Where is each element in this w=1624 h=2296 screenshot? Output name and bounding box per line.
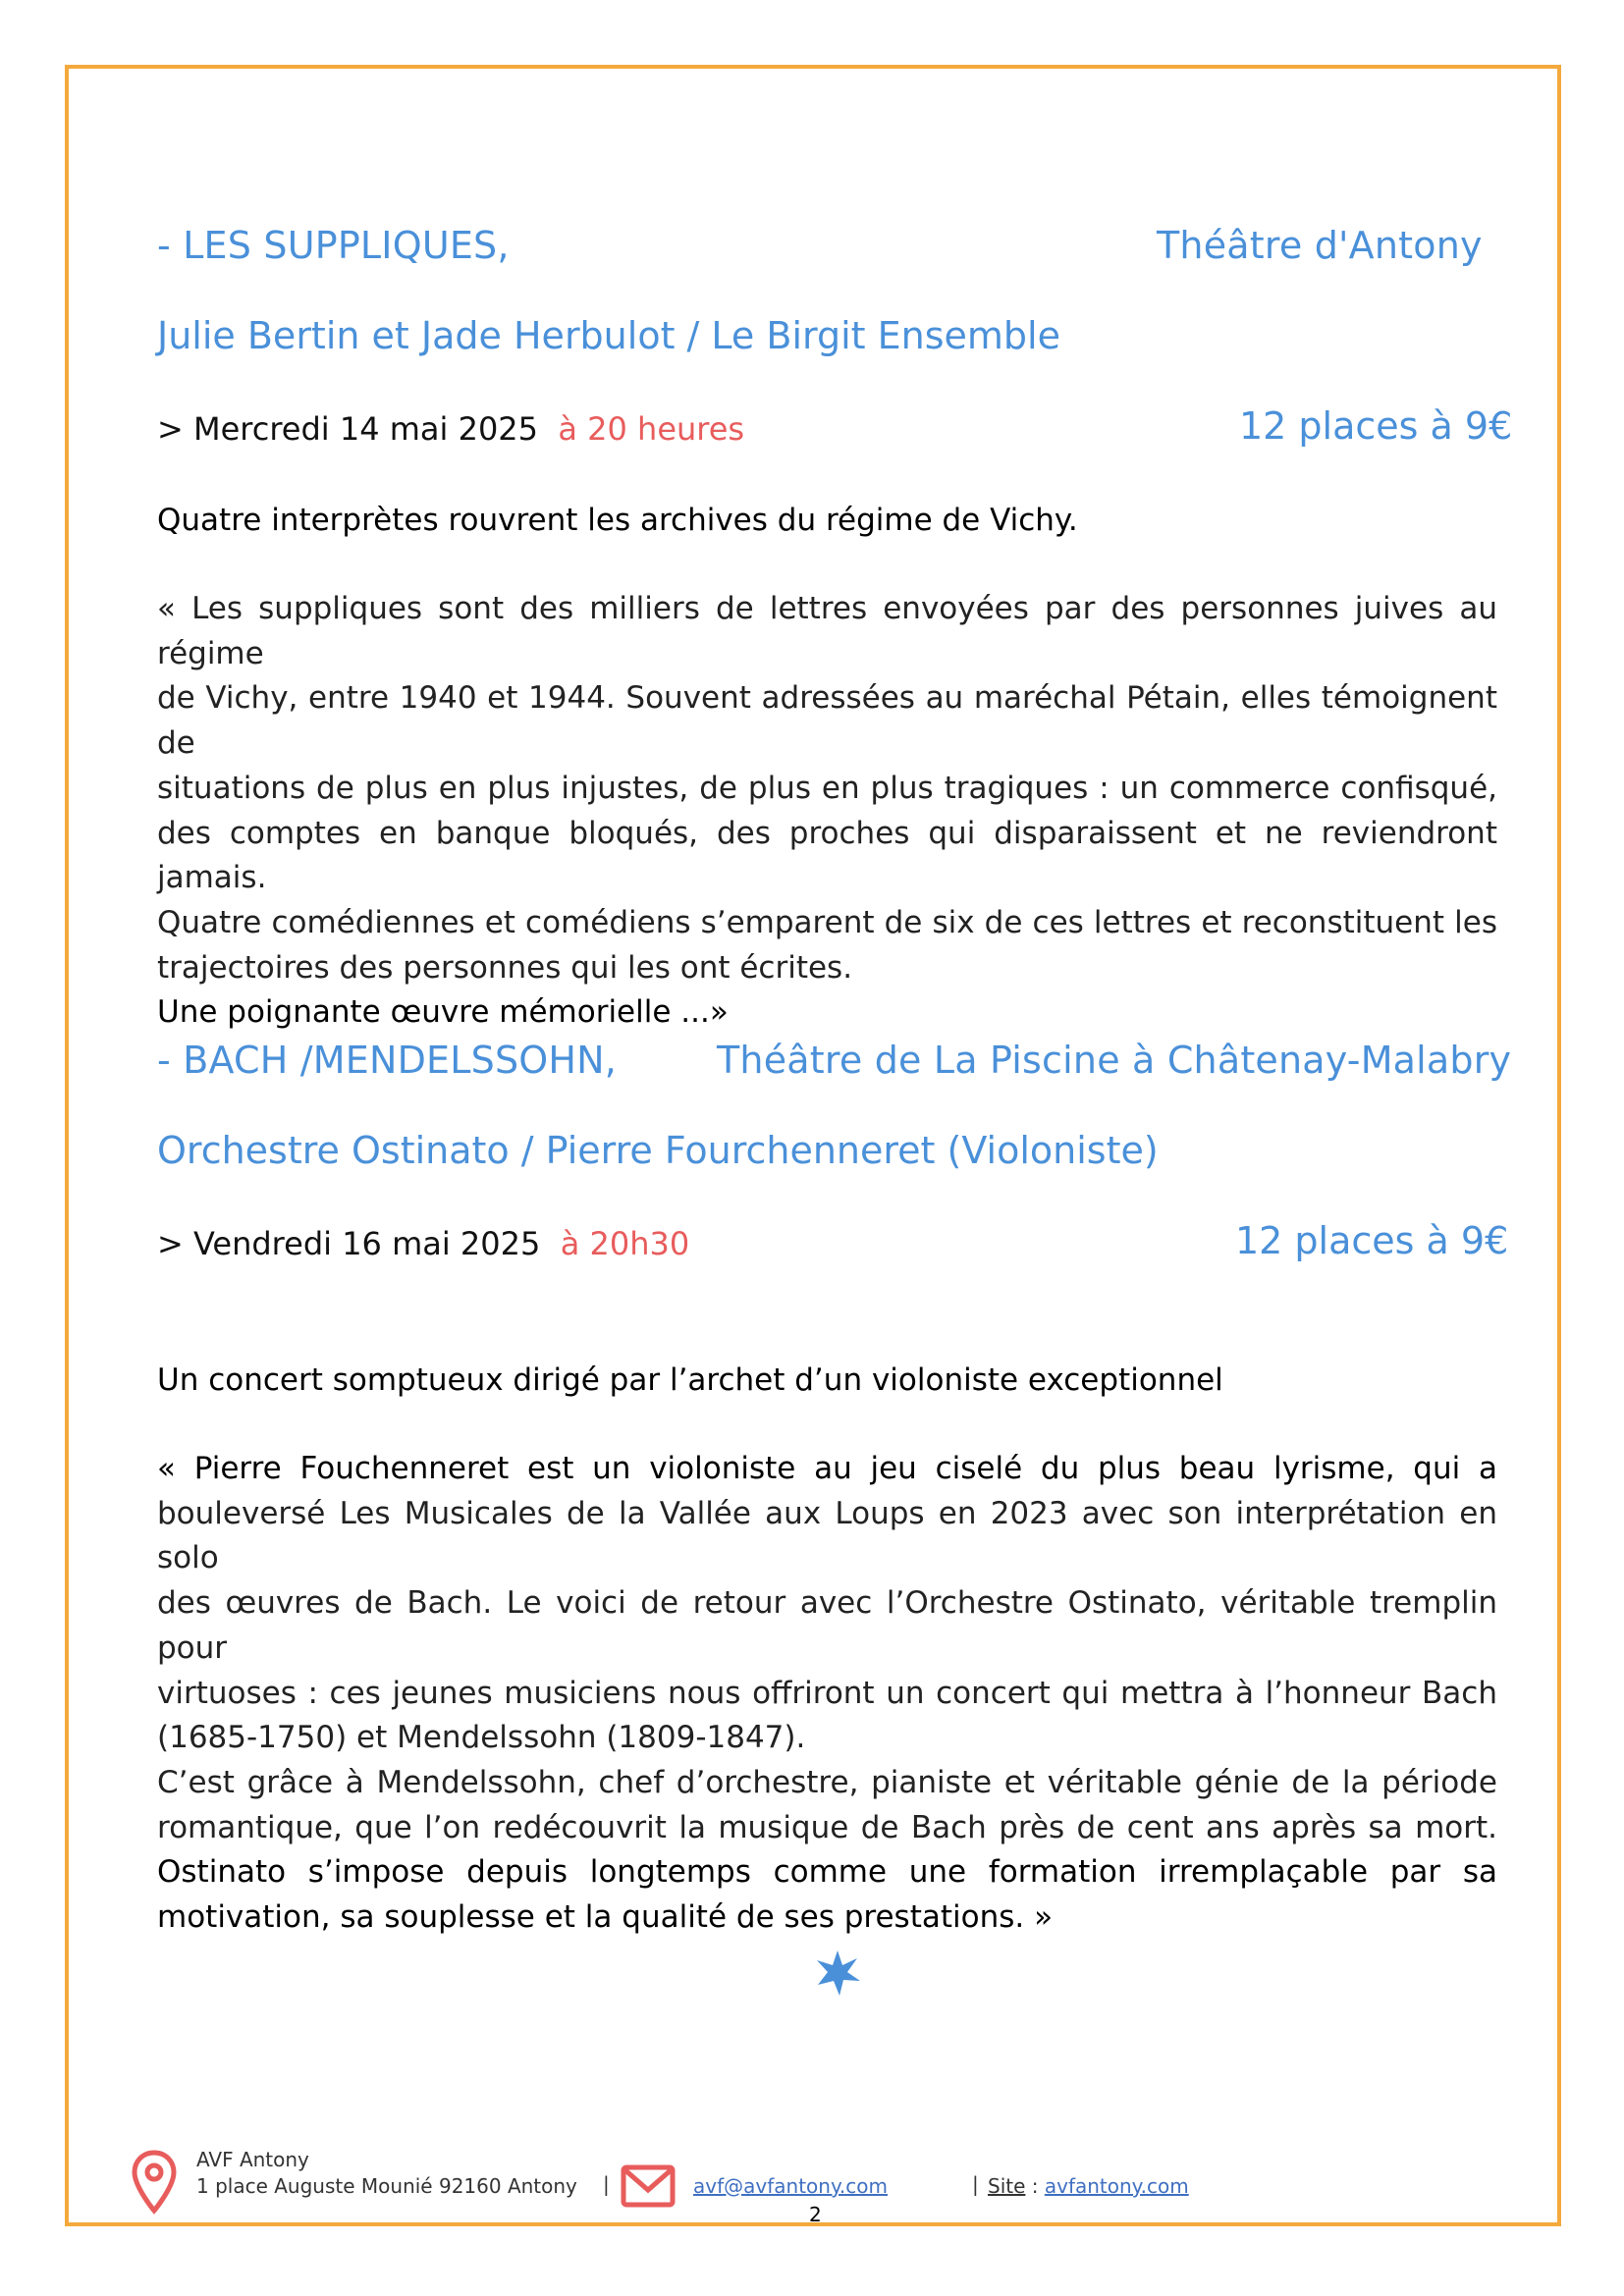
footer-separator: | <box>603 2172 610 2196</box>
event2-desc-line: virtuoses : ces jeunes musiciens nous offriront un concert qui mettra à l’honneur Bach <box>157 1675 1497 1711</box>
event2-desc-line: bouleversé Les Musicales de la Vallée aux Loups en 2023 avec son interprétation en solo <box>157 1495 1497 1576</box>
event1-desc-line: « Les suppliques sont des milliers de lettres envoyées par des personnes juives au régime <box>157 591 1497 671</box>
event2-desc-line: (1685-1750) et Mendelssohn (1809-1847). <box>157 1720 806 1756</box>
footer-org: AVF Antony <box>196 2148 309 2171</box>
event1-title: - LES SUPPLIQUES, <box>157 224 510 267</box>
footer-site-link[interactable]: avfantony.com <box>1044 2174 1189 2198</box>
event2-artists: Orchestre Ostinato / Pierre Fourchenneret (Violoniste) <box>157 1129 1159 1172</box>
event2-places: 12 places à 9€ <box>1235 1219 1509 1262</box>
event1-desc-line: de Vichy, entre 1940 et 1944. Souvent adressées au maréchal Pétain, elles témoignent de <box>157 680 1497 762</box>
event1-artists: Julie Bertin et Jade Herbulot / Le Birgit Ensemble <box>157 314 1060 357</box>
star-icon <box>813 1949 862 1998</box>
event1-desc-line: Quatre comédiennes et comédiens s’emparent de six de ces lettres et reconstituent les <box>157 904 1497 940</box>
event2-desc-line: « Pierre Fouchenneret est un violoniste au jeu ciselé du plus beau lyrisme, qui a <box>157 1451 1497 1486</box>
event1-time: à 20 heures <box>558 410 745 448</box>
location-pin-icon <box>131 2150 178 2215</box>
footer-separator: | <box>972 2172 979 2196</box>
page-number: 2 <box>809 2203 822 2226</box>
mail-icon <box>621 2164 676 2208</box>
event1-desc-line: situations de plus en plus injustes, de plus en plus tragiques : un commerce confisqué, <box>157 770 1497 806</box>
event2-description <box>157 1447 1497 1941</box>
event2-desc-line: romantique, que l’on redécouvrit la musique de Bach près de cent ans après sa mort. <box>157 1809 1497 1845</box>
event2-lead: Un concert somptueux dirigé par l’archet d’un violoniste exceptionnel <box>157 1362 1223 1398</box>
footer-site <box>988 2174 1189 2198</box>
event2-date-row <box>157 1225 689 1262</box>
footer-site-colon: : <box>1025 2174 1045 2198</box>
event1-venue: Théâtre d'Antony <box>1157 224 1483 267</box>
event2-venue: Théâtre de La Piscine à Châtenay-Malabry <box>717 1039 1512 1082</box>
event2-desc-line: motivation, sa souplesse et la qualité de ses prestations. » <box>157 1899 1054 1936</box>
event2-date: > Vendredi 16 mai 2025 <box>157 1225 541 1262</box>
event2-desc-line: C’est grâce à Mendelssohn, chef d’orchestre, pianiste et véritable génie de la période <box>157 1764 1497 1800</box>
event2-time: à 20h30 <box>560 1225 690 1262</box>
event1-desc-line: trajectoires des personnes qui les ont écrites. <box>157 949 853 986</box>
footer-site-label: Site <box>988 2174 1026 2198</box>
event1-date: > Mercredi 14 mai 2025 <box>157 410 539 448</box>
event1-lead: Quatre interprètes rouvrent les archives du régime de Vichy. <box>157 503 1078 538</box>
event1-desc-line: des comptes en banque bloqués, des proches qui disparaissent et ne reviendront jamais. <box>157 815 1497 896</box>
footer-address: 1 place Auguste Mounié 92160 Antony <box>196 2174 577 2198</box>
event1-description <box>157 587 1497 1036</box>
footer-email-link[interactable]: avf@avfantony.com <box>693 2174 889 2198</box>
event2-desc-line: Ostinato s’impose depuis longtemps comme une formation irremplaçable par sa <box>157 1854 1497 1891</box>
event1-places: 12 places à 9€ <box>1239 404 1513 448</box>
event2-desc-line: des œuvres de Bach. Le voici de retour avec l’Orchestre Ostinato, véritable tremplin pour <box>157 1585 1497 1666</box>
event1-desc-closing: Une poignante œuvre mémorielle ...» <box>157 994 729 1031</box>
event2-title: - BACH /MENDELSSOHN, <box>157 1039 618 1082</box>
event1-date-row <box>157 410 744 448</box>
